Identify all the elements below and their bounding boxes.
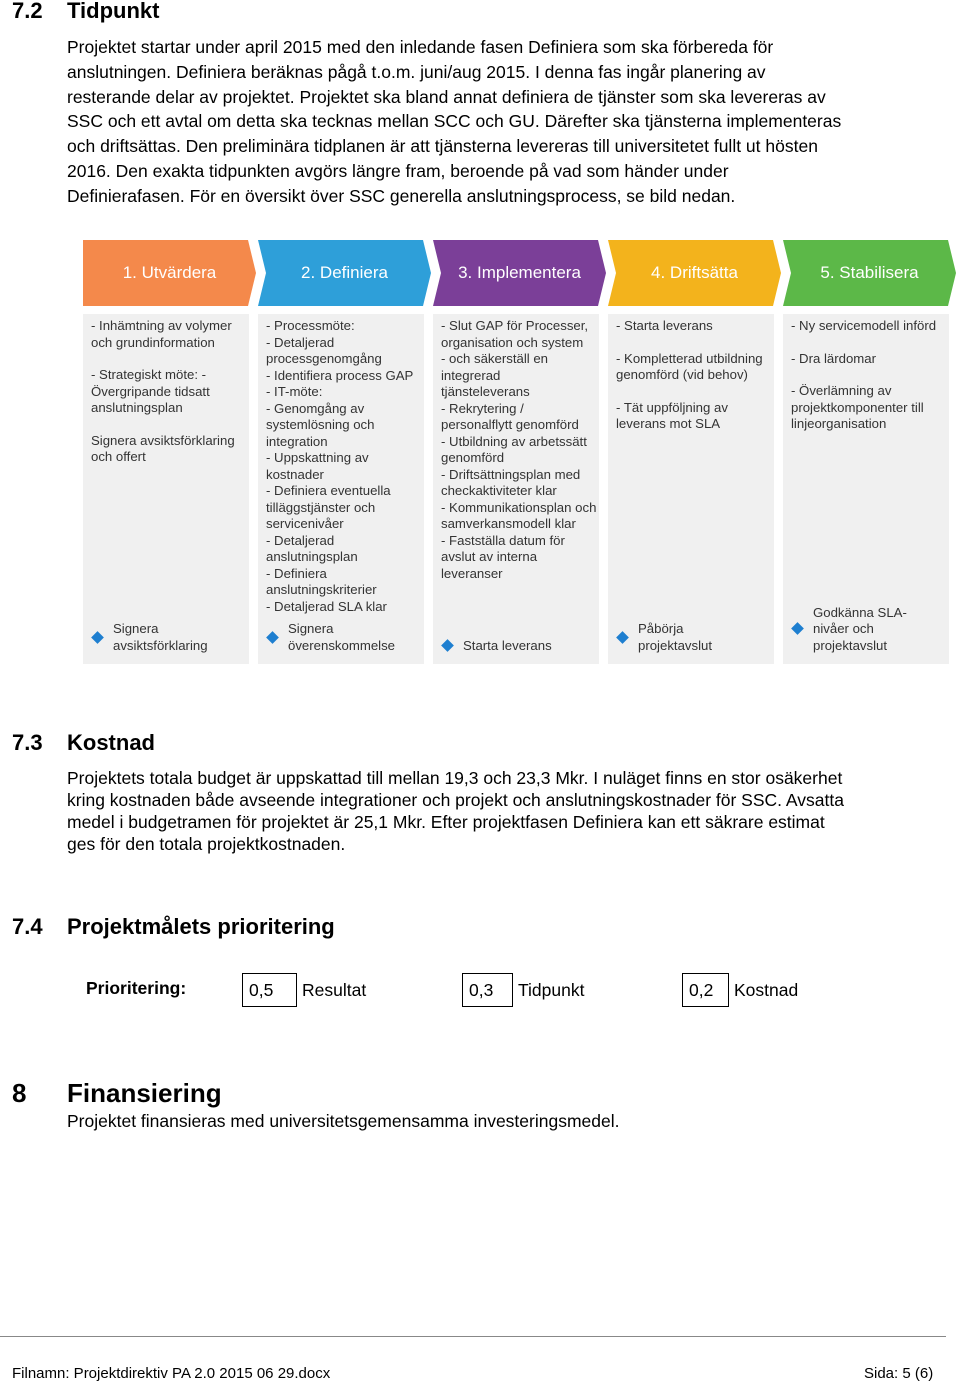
- section-title: Kostnad: [67, 730, 155, 755]
- milestone-line: överenskommelse: [288, 637, 396, 653]
- section-title: Projektmålets prioritering: [67, 914, 335, 939]
- section-7-2-heading: [12, 0, 312, 26]
- phase-header: [608, 240, 781, 306]
- activity-line: - IT-möte:: [266, 384, 323, 399]
- phase-activity-list: [91, 318, 245, 466]
- milestone-text: [288, 621, 395, 654]
- activity-line: - Genomgång av: [266, 400, 365, 416]
- section-7-4-heading: [12, 914, 512, 942]
- text-line: kring kostnaden både avseende integrationer och projekt och anslutningskostnader för SSC. Avsatta: [67, 790, 844, 810]
- milestone-line: Påbörja: [638, 621, 684, 636]
- activity-line: - Dra lärdomar: [791, 350, 877, 366]
- section-8-text: Projektet finansieras med universitetsgemensamma investeringsmedel.: [67, 1111, 620, 1131]
- activity-line: samverkansmodell klar: [441, 516, 576, 531]
- activity-line: - Uppskattning av: [266, 450, 369, 465]
- activity-line: integrerad: [441, 367, 501, 383]
- activity-line: kostnader: [266, 466, 324, 482]
- activity-line: leverans mot SLA: [616, 416, 721, 431]
- milestone-line: Starta leverans: [463, 637, 552, 653]
- phase-header: [258, 240, 431, 306]
- activity-line: servicenivåer: [266, 516, 344, 531]
- milestone-line: Signera: [288, 621, 334, 636]
- phase-header: [83, 240, 256, 306]
- phase-body: [433, 314, 599, 664]
- activity-line: - och säkerställ en: [441, 351, 549, 366]
- text-line: anslutningen. Definiera beräknas pågå t.o.m. juni/aug 2015. I denna fas ingår planering av: [67, 61, 766, 82]
- milestone-diamond-icon: [266, 631, 279, 644]
- activity-line: anslutningsplan: [266, 549, 358, 564]
- activity-line: linjeorganisation: [791, 416, 887, 431]
- section-title: Finansiering: [67, 1078, 222, 1108]
- text-line: och driftsättas. Den preliminära tidplanen är att tjänsterna levereras till universitetet fullt ut hösten: [67, 136, 818, 157]
- text-line: Definierafasen. För en översikt över SSC generella anslutningsprocess, se bild nedan.: [67, 185, 736, 206]
- activity-line: - Kommunikationsplan och: [441, 499, 597, 515]
- section-8-heading: [12, 1078, 412, 1112]
- priority-label: Prioritering:: [86, 978, 187, 998]
- activity-line: - Kompletterad utbildning: [616, 350, 763, 366]
- connection-process-graphic: [83, 240, 955, 665]
- section-number: 7.3: [12, 730, 43, 755]
- section-7-3-heading: [12, 730, 312, 758]
- phase-header: [433, 240, 606, 306]
- milestone: [91, 621, 247, 654]
- activity-line: - Starta leverans: [616, 318, 713, 333]
- milestone-line: projektavslut: [813, 637, 888, 653]
- section-number: 7.2: [12, 0, 43, 23]
- milestone-line: nivåer och: [813, 621, 874, 636]
- activity-line: - Utbildning av arbetssätt: [441, 433, 587, 449]
- activity-line: - Detaljerad: [266, 334, 335, 350]
- priority-item-label: Tidpunkt: [518, 980, 585, 1000]
- milestone-line: avsiktsförklaring: [113, 637, 208, 653]
- activity-line: personalflytt genomförd: [441, 417, 579, 432]
- text-line: Projektets totala budget är uppskattad till mellan 19,3 och 23,3 Mkr. I nuläget finns en stor osäkerhet: [67, 768, 843, 788]
- activity-line: - Fastställa datum för: [441, 532, 565, 548]
- section-7-3-text: [67, 767, 947, 855]
- activity-line: leveranser: [441, 565, 503, 581]
- activity-line: checkaktiviteter klar: [441, 483, 557, 498]
- section-title: Tidpunkt: [67, 0, 160, 23]
- phase-title: 3. Implementera: [458, 263, 581, 282]
- phase-header: [783, 240, 956, 306]
- list-spacer: [91, 417, 245, 433]
- activity-line: systemlösning och: [266, 417, 375, 432]
- activity-line: och offert: [91, 449, 146, 464]
- priority-value-box: [682, 973, 729, 1007]
- footer-page-number: Sida: 5 (6): [864, 1365, 934, 1382]
- activity-line: - Tät uppföljning av: [616, 399, 728, 415]
- priority-value: 0,3: [469, 980, 494, 1000]
- phase-body: [608, 314, 774, 664]
- text-line: resterande delar av projektet. Projektet ska bland annat definiera de tjänster som ska levereras av: [67, 86, 826, 107]
- milestone-line: projektavslut: [638, 637, 713, 653]
- activity-line: och grundinformation: [91, 334, 215, 350]
- activity-line: - Detaljerad: [266, 532, 335, 548]
- priority-item-label: Kostnad: [734, 980, 799, 1000]
- phase-activity-list: [441, 318, 595, 582]
- footer-filename: Filnamn: Projektdirektiv PA 2.0 2015 06 29.docx: [12, 1365, 331, 1382]
- phase-body: [783, 314, 949, 664]
- activity-line: - Strategiskt möte: -: [91, 367, 207, 382]
- activity-line: - Identifiera process GAP: [266, 367, 414, 383]
- milestone: [791, 605, 947, 655]
- milestone-line: Signera: [113, 621, 159, 636]
- phase-title: 4. Driftsätta: [651, 263, 738, 282]
- milestone-text: [638, 621, 712, 654]
- list-spacer: [791, 335, 945, 351]
- activity-line: - Överlämning av: [791, 383, 892, 398]
- activity-line: processgenomgång: [266, 351, 382, 366]
- phase-activity-list: [791, 318, 945, 433]
- phase-title: 5. Stabilisera: [820, 263, 919, 282]
- activity-line: Övergripande tidsatt: [91, 383, 210, 399]
- priority-value-box: [242, 973, 297, 1007]
- list-spacer: [91, 351, 245, 367]
- activity-line: tilläggstjänster och: [266, 499, 376, 515]
- milestone-line: Godkänna SLA-: [813, 604, 907, 620]
- milestone-diamond-icon: [616, 631, 629, 644]
- activity-line: avslut av interna: [441, 549, 538, 564]
- milestone: [616, 621, 772, 654]
- footer-divider: [0, 1336, 946, 1337]
- activity-line: - Slut GAP för Processer,: [441, 318, 589, 333]
- activity-line: - Processmöte:: [266, 318, 355, 333]
- priority-value: 0,5: [249, 980, 274, 1000]
- activity-line: - Rekrytering /: [441, 400, 524, 416]
- milestone-diamond-icon: [441, 639, 454, 652]
- text-line: medel i budgetramen för projektet är 25,1 Mkr. Efter projektfasen Definiera kan ett säkrare estimat: [67, 812, 825, 832]
- text-line: Projektet startar under april 2015 med den inledande fasen Definiera som ska förbereda för: [67, 37, 774, 57]
- activity-line: genomförd: [441, 450, 505, 465]
- activity-line: - Inhämtning av volymer: [91, 318, 232, 333]
- activity-line: Signera avsiktsförklaring: [91, 432, 235, 448]
- priority-value: 0,2: [689, 980, 714, 1000]
- milestone: [441, 638, 597, 655]
- activity-line: projektkomponenter till: [791, 399, 924, 415]
- activity-line: anslutningsplan: [91, 400, 183, 415]
- activity-line: anslutningskriterier: [266, 582, 377, 597]
- phase-activity-list: [266, 318, 420, 615]
- list-spacer: [616, 335, 770, 351]
- activity-line: - Definiera: [266, 565, 327, 581]
- activity-line: - Driftsättningsplan med: [441, 466, 581, 482]
- priority-item-label: Resultat: [302, 980, 367, 1000]
- activity-line: - Detaljerad SLA klar: [266, 598, 387, 614]
- milestone-text: [113, 621, 208, 654]
- milestone-diamond-icon: [791, 622, 804, 635]
- phase-activity-list: [616, 318, 770, 433]
- milestone-diamond-icon: [91, 631, 104, 644]
- section-number: 8: [12, 1078, 27, 1108]
- activity-line: integration: [266, 433, 328, 449]
- activity-line: tjänsteleverans: [441, 384, 530, 399]
- activity-line: organisation och system: [441, 334, 584, 350]
- phase-title: 2. Definiera: [301, 263, 388, 282]
- milestone-text: [813, 605, 907, 655]
- activity-line: - Definiera eventuella: [266, 483, 391, 498]
- milestone-text: [463, 638, 552, 655]
- section-7-2-text: [67, 35, 947, 209]
- phase-body: [83, 314, 249, 664]
- activity-line: genomförd (vid behov): [616, 367, 748, 382]
- text-line: ges för den totala projektkostnaden.: [67, 834, 346, 854]
- text-line: SSC och ett avtal om detta ska tecknas mellan SCC och GU. Därefter ska tjänsterna implementeras: [67, 111, 842, 132]
- list-spacer: [791, 367, 945, 383]
- priority-value-box: [462, 973, 513, 1007]
- section-number: 7.4: [12, 914, 43, 939]
- phase-title: 1. Utvärdera: [122, 263, 217, 282]
- milestone: [266, 621, 422, 654]
- list-spacer: [616, 384, 770, 400]
- phase-body: [258, 314, 424, 664]
- text-line: 2016. Den exakta tidpunkten avgörs längre fram, beroende på vad som händer under: [67, 160, 729, 181]
- activity-line: - Ny servicemodell införd: [791, 318, 937, 333]
